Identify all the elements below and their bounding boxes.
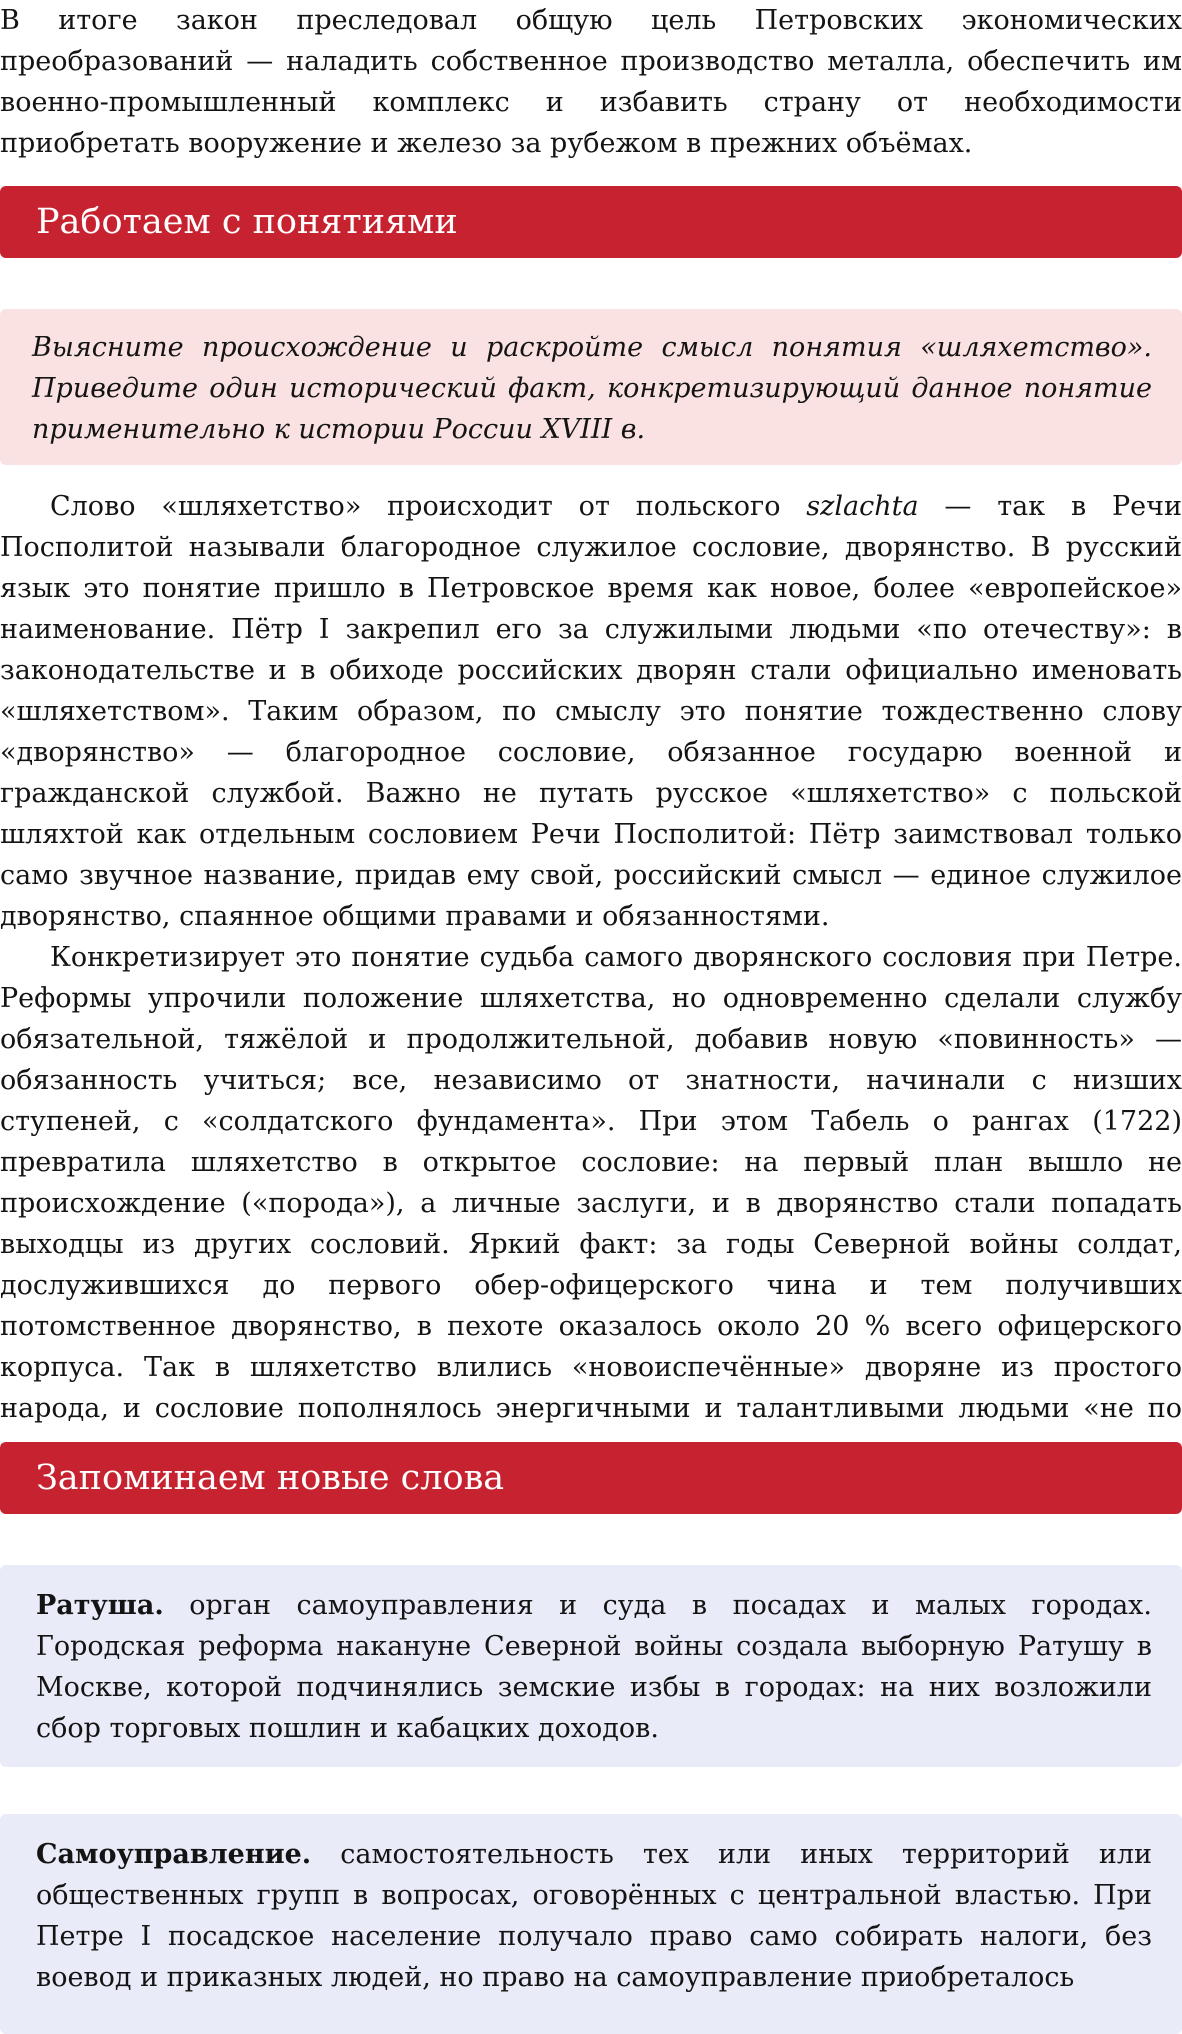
term-card-ratusha (0, 1565, 1182, 1767)
answer-block (0, 486, 1182, 1470)
task-box (0, 309, 1182, 465)
answer-paragraph-1-rest: — так в Речи Посполитой называли благородное служилое сословие, дворянство. В русский язык это понятие пришло в Петровское время как новое, более «европейское» наименование. Пётр I закрепил его за служилыми людьми «по отечеству»: в законодательстве и в обиходе российских дворян стали официально именовать «шляхетством». Таким образом, по смыслу это понятие тождественно слову «дворянство» — благородное сословие, обязанное государю военной и гражданской службой. Важно не путать русское «шляхетство» с польской шляхтой как отдельным сословием Речи Посполитой: Пётр заимствовал только само звучное название, придав ему свой, российский смысл — единое служилое дворянство, спаянное общими правами и обязанностями. (0, 491, 1182, 932)
term-title: Самоуправление. (36, 1839, 312, 1870)
task-text: Выясните происхождение и раскройте смысл понятия «шляхетство». Приведите один исторический факт, конкретизирующий данное понятие применительно к истории России XVIII в. (32, 332, 1152, 445)
term-definition (36, 1834, 1152, 1998)
term-title: Ратуша. (36, 1590, 164, 1621)
answer-paragraph-2: Конкретизирует это понятие судьба самого дворянского сословия при Петре. Реформы упрочили положение шляхетства, но одновременно сделали службу обязательной, тяжёлой и продолжительной, добавив новую «повинность» — обязанность учиться; все, независимо от знатности, начинали с низших ступеней, с «солдатского фундамента». При этом Табель о рангах (1722) превратила шляхетство в открытое сословие: на первый план вышло не происхождение («порода»), а личные заслуги, и в дворянство стали попадать выходцы из других сословий. Яркий факт: за годы Северной войны солдат, дослужившихся до первого обер-офицерского чина и тем получивших потомственное дворянство, в пехоте оказалось около 20 % всего офицерского корпуса. Так в шляхетство влились «новоиспечённые» дворяне из простого народа, и сословие пополнялось энергичными и талантливыми людьми «не по (0, 942, 1182, 1424)
answer-paragraph-1-start: Слово «шляхетство» происходит от польского (50, 491, 807, 522)
term-text: орган самоуправления и суда в посадах и малых городах. Городская реформа накануне Северной войны создала выборную Ратушу в Москве, которой подчинялись земские избы в городах: на них возложили сбор торговых пошлин и кабацких доходов. (36, 1590, 1152, 1744)
term-definition (36, 1585, 1152, 1749)
term-text: самостоятельность тех или иных территорий или общественных групп в вопросах, оговорённых с центральной властью. При Петре I посадское население получало право само собирать налоги, без воевод и приказных людей, но право на самоуправление приобреталось (36, 1839, 1152, 1993)
intro-paragraph: В итоге закон преследовал общую цель Петровских экономических преобразований — наладить собственное производство металла, обеспечить им военно-промышленный комплекс и избавить страну от необходимости приобретать вооружение и железо за рубежом в прежних объёмах. (0, 5, 1182, 159)
answer-paragraph-1 (0, 486, 1182, 937)
section-heading-concepts: Работаем с понятиями (0, 186, 1182, 258)
section-heading-new-words: Запоминаем новые слова (0, 1442, 1182, 1514)
foreign-word: szlachta (806, 491, 919, 522)
term-card-samoupravlenie (0, 1814, 1182, 2034)
